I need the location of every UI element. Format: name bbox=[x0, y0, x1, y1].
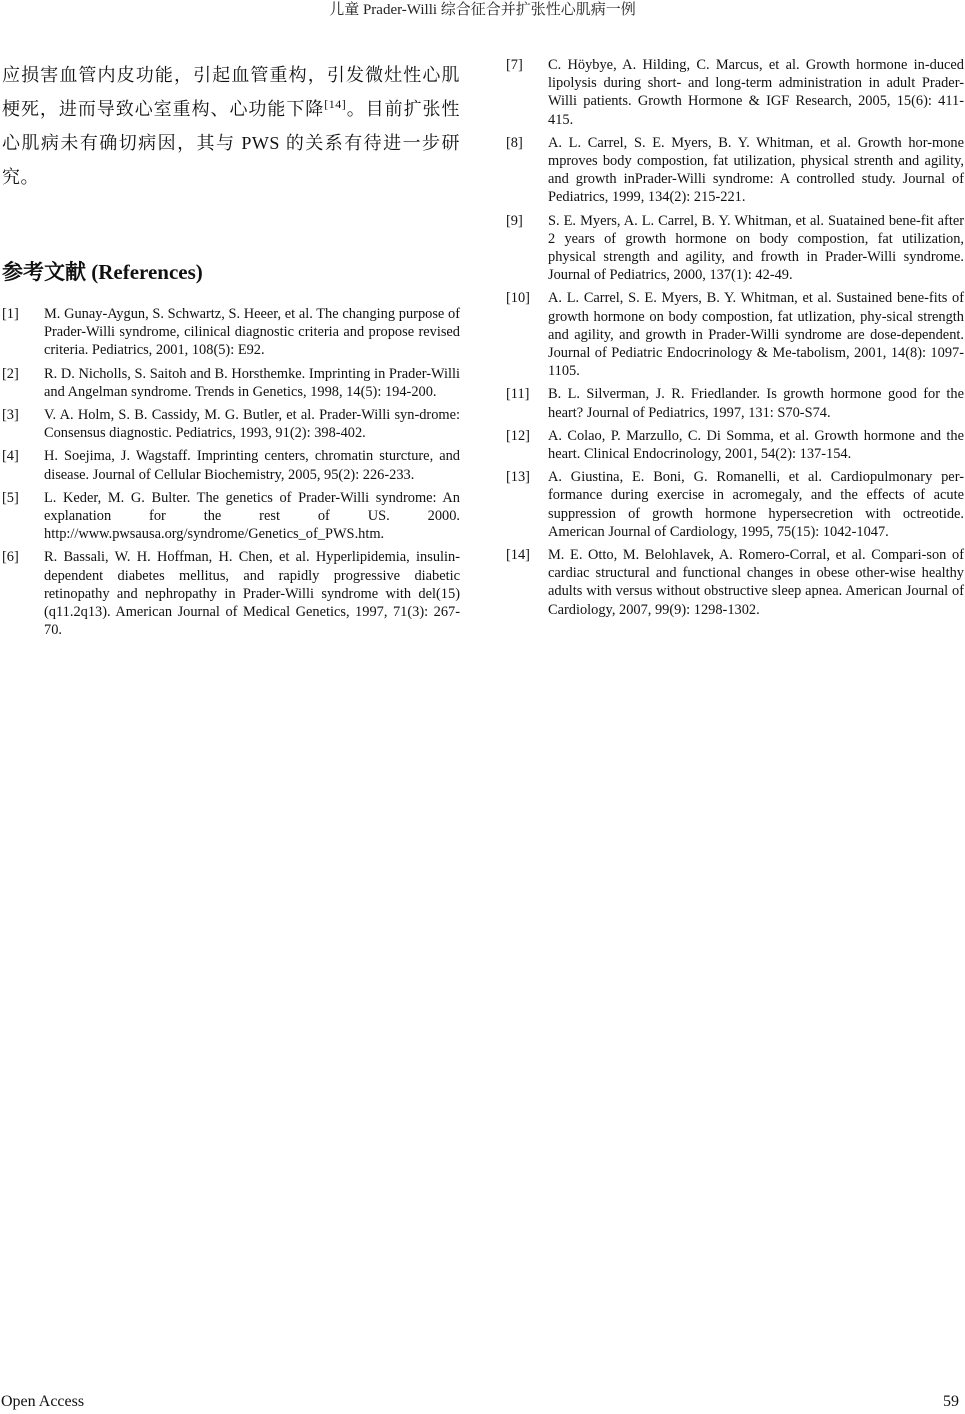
reference-number: [3] bbox=[2, 407, 19, 424]
reference-number: [1] bbox=[2, 306, 19, 322]
reference-number: [14] bbox=[506, 547, 530, 564]
reference-number: [12] bbox=[506, 427, 530, 444]
reference-list-left bbox=[2, 305, 460, 639]
reference-text: L. Keder, M. G. Bulter. The genetics of Prader-Willi syndrome: An explanation for the rest of US. 2000. http://www.pwsausa.org/syndrome/Genetics_of_PWS.htm. bbox=[44, 489, 460, 543]
reference-item bbox=[2, 305, 460, 360]
reference-item bbox=[506, 212, 964, 285]
reference-text: M. E. Otto, M. Belohlavek, A. Romero-Corral, et al. Compari-son of cardiac structural and functional changes in obese other-wise healthy adults with versus without obstructive sleep apnea. American Journal of Cardiology, 2007, 99(9): 1298-1302. bbox=[548, 547, 964, 618]
reference-text: B. L. Silverman, J. R. Friedlander. Is growth hormone good for the heart? Journal of Pediatrics, 1997, 131: S70-S74. bbox=[548, 386, 964, 421]
reference-number: [4] bbox=[2, 448, 19, 465]
reference-item bbox=[2, 406, 460, 442]
reference-number: [8] bbox=[506, 134, 523, 151]
reference-item bbox=[2, 365, 460, 401]
reference-item bbox=[2, 489, 460, 544]
reference-number: [2] bbox=[2, 365, 19, 382]
reference-item bbox=[506, 134, 964, 207]
reference-text: C. Höybye, A. Hilding, C. Marcus, et al. Growth hormone in-duced lipolysis during short- and long-term administration in adult Prader-Willi patients. Growth Hormone & IGF Research, 2005, 15(6): 411-415. bbox=[548, 57, 964, 128]
reference-item bbox=[506, 468, 964, 541]
reference-number: [5] bbox=[2, 489, 19, 506]
reference-text: A. L. Carrel, S. E. Myers, B. Y. Whitman, et al. Growth hor-mone mproves body compostion, fat utilization, physical strenth and agility, and growth inPrader-Willi syndrome: A controlled study. Journal of Pediatrics, 1999, 134(2): 215-221. bbox=[548, 134, 964, 206]
reference-item bbox=[506, 289, 964, 380]
reference-item bbox=[506, 546, 964, 619]
reference-number: [11] bbox=[506, 386, 530, 403]
reference-text: S. E. Myers, A. L. Carrel, B. Y. Whitman, et al. Suatained bene-fit after 2 years of growth hormone on body compostion, fat utilization, physical strength and agility, and frowth in Prader-Willi syndrome. Journal of Pediatrics, 2000, 137(1): 42-49. bbox=[548, 212, 964, 284]
reference-number: [9] bbox=[506, 212, 523, 229]
reference-text: A. L. Carrel, S. E. Myers, B. Y. Whitman, et al. Sustained bene-fits of growth hormone on body compostion, fat utlization, phy-sical strength and agility, and growth in Prader-Willi syndrome are dose-dependent. Journal of Pediatric Endocrinology & Me-tabolism, 2001, 14(8): 1097-1105. bbox=[548, 290, 964, 380]
body-paragraph bbox=[2, 58, 460, 194]
reference-number: [7] bbox=[506, 57, 523, 73]
reference-item bbox=[506, 427, 964, 463]
left-column bbox=[2, 58, 460, 644]
reference-text: A. Colao, P. Marzullo, C. Di Somma, et al. Growth hormone and the heart. Clinical Endocrinology, 2001, 54(2): 137-154. bbox=[548, 427, 964, 463]
reference-text: A. Giustina, E. Boni, G. Romanelli, et al. Cardiopulmonary per-formance during exercise in acromegaly, and the effects of acute suppression of growth hormone hypersecretion with octreotide. American Journal of Cardiology, 1995, 75(15): 1042-1047. bbox=[548, 469, 964, 540]
right-column bbox=[506, 56, 964, 624]
reference-text: M. Gunay-Aygun, S. Schwartz, S. Heeer, et al. The changing purpose of Prader-Willi syndrome, cilinical diagnostic criteria and propose revised criteria. Pediatrics, 2001, 108(5): E92. bbox=[44, 306, 460, 359]
reference-text: R. Bassali, W. H. Hoffman, H. Chen, et al. Hyperlipidemia, insulin-dependent diabetes mellitus, and rapidly progressive diabetic retinopathy and nephropathy in Prader-Willi syndrome with del(15)(q11.2q13). American Journal of Medical Genetics, 1997, 71(3): 267-70. bbox=[44, 549, 460, 639]
footer-journal-label: Open Access bbox=[1, 1393, 85, 1410]
reference-text: H. Soejima, J. Wagstaff. Imprinting centers, chromatin sturcture, and disease. Journal of Cellular Biochemistry, 2005, 95(2): 226-233. bbox=[44, 448, 460, 483]
reference-item bbox=[506, 385, 964, 421]
reference-item bbox=[2, 447, 460, 483]
reference-number: [6] bbox=[2, 549, 19, 566]
reference-item bbox=[506, 56, 964, 129]
running-header: 儿童 Prader-Willi 综合征合并扩张性心肌病一例 bbox=[329, 2, 636, 18]
reference-item bbox=[2, 548, 460, 639]
page-number: 59 bbox=[943, 1393, 959, 1410]
body-text-part-1: 应损害血管内皮功能，引起血管重构，引发微灶性心肌梗死，进而导致心室重构、心功能下降 bbox=[2, 65, 460, 119]
reference-number: [13] bbox=[506, 469, 530, 486]
reference-text: V. A. Holm, S. B. Cassidy, M. G. Butler, et al. Prader-Willi syn-drome: Consensus diagnostic. Pediatrics, 1993, 91(2): 398-402. bbox=[44, 407, 460, 442]
reference-list-right bbox=[506, 56, 964, 619]
references-heading: 参考文献 (References) bbox=[2, 260, 203, 284]
body-text-part-2: 。目前扩张性心肌病未有确切病因，其与 PWS 的关系有待进一步研究。 bbox=[2, 99, 461, 187]
reference-text: R. D. Nicholls, S. Saitoh and B. Horsthemke. Imprinting in Prader-Willi and Angelman syndrome. Trends in Genetics, 1998, 14(5): 194-200. bbox=[44, 365, 460, 400]
citation-link[interactable]: [14] bbox=[324, 97, 347, 111]
reference-number: [10] bbox=[506, 290, 530, 307]
